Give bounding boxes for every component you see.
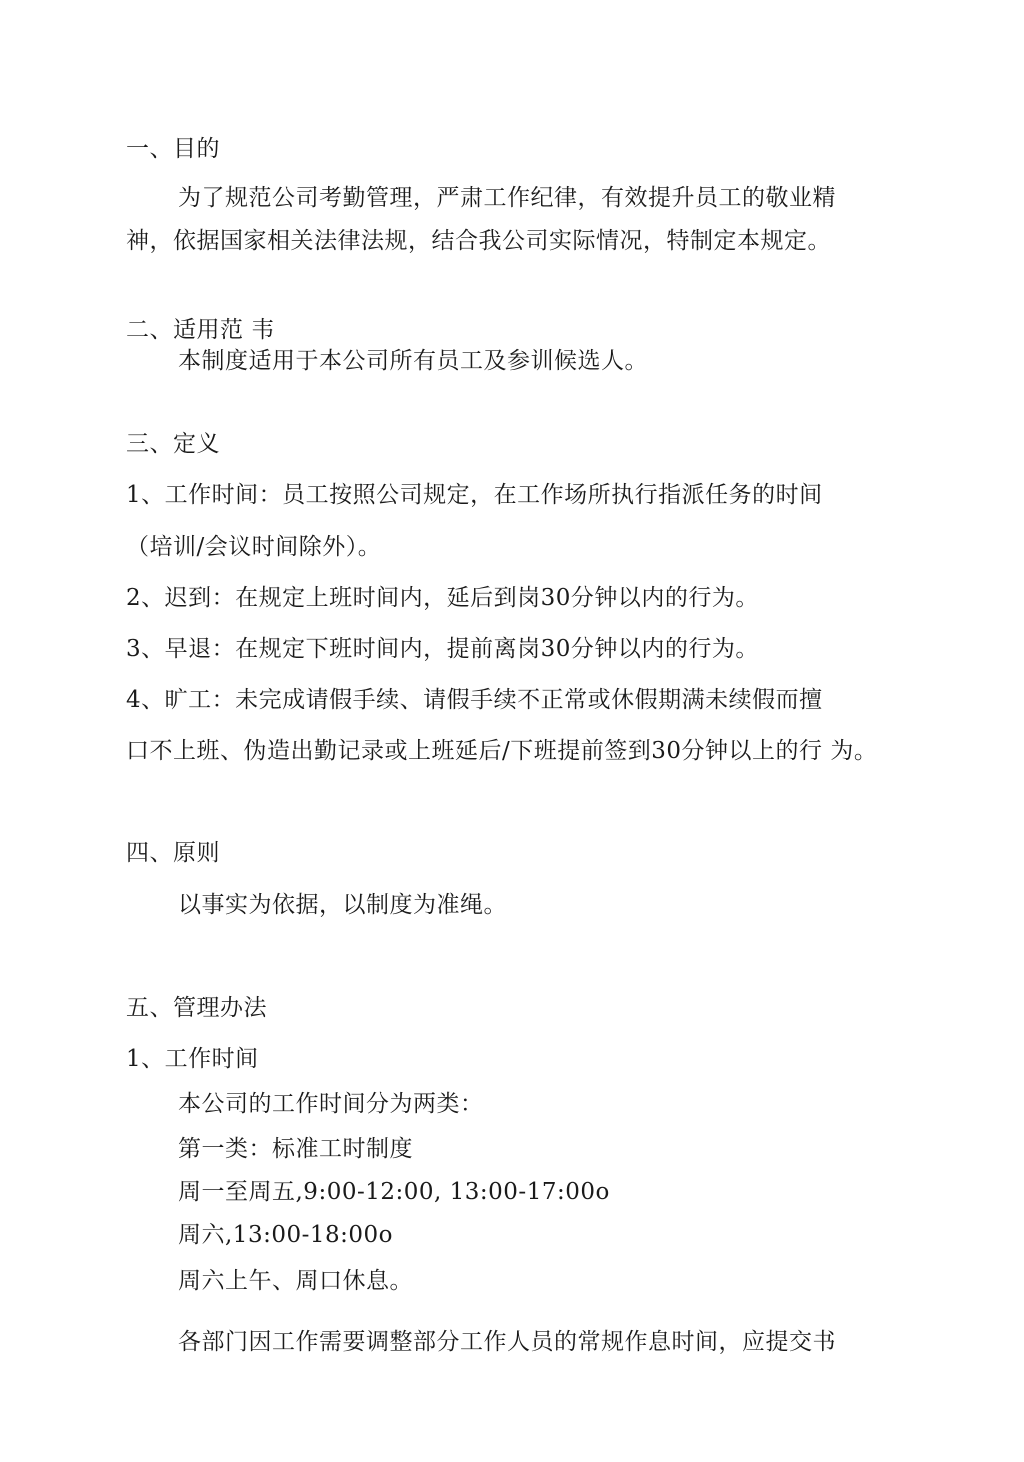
definition-item-4-line-2: 口不上班、伪造出勤记录或上班延后/下班提前签到30分钟以上的行 为。 bbox=[126, 738, 878, 764]
definition-item-1-line-2: （培训/会议时间除外）。 bbox=[126, 534, 382, 560]
definition-item-1-line-1: 1、工作时间：员工按照公司规定，在工作场所执行指派任务的时间 bbox=[126, 482, 823, 508]
section-heading-scope: 二、适用范 韦 bbox=[126, 317, 275, 343]
definition-item-3: 3、早退：在规定下班时间内，提前离岗30分钟以内的行为。 bbox=[126, 636, 759, 662]
purpose-paragraph-line-2: 神，依据国家相关法律法规，结合我公司实际情况，特制定本规定。 bbox=[126, 228, 831, 254]
work-time-saturday-hours: 周六,13:00-18:00o bbox=[178, 1222, 393, 1248]
section-heading-definitions: 三、定义 bbox=[126, 431, 220, 457]
scope-paragraph: 本制度适用于本公司所有员工及参训候选人。 bbox=[178, 348, 648, 374]
definition-item-4-line-1: 4、旷工：未完成请假手续、请假手续不正常或休假期满未续假而擅 bbox=[126, 687, 823, 713]
work-time-intro: 本公司的工作时间分为两类： bbox=[178, 1091, 484, 1117]
work-time-rest-days: 周六上午、周口休息。 bbox=[178, 1268, 413, 1294]
work-time-weekday-hours: 周一至周五,9:00-12:00, 13:00-17:00o bbox=[178, 1179, 610, 1205]
section-heading-purpose: 一、目的 bbox=[126, 136, 220, 162]
management-subheading-work-time: 1、工作时间 bbox=[126, 1046, 259, 1072]
work-time-category-1: 第一类：标准工时制度 bbox=[178, 1136, 413, 1162]
definition-item-2: 2、迟到：在规定上班时间内，延后到岗30分钟以内的行为。 bbox=[126, 585, 759, 611]
section-heading-principles: 四、原则 bbox=[126, 840, 220, 866]
section-heading-management: 五、管理办法 bbox=[126, 995, 267, 1021]
principles-paragraph: 以事实为依据，以制度为准绳。 bbox=[178, 892, 507, 918]
purpose-paragraph-line-1: 为了规范公司考勤管理，严肃工作纪律，有效提升员工的敬业精 bbox=[178, 185, 836, 211]
work-time-adjustment-note: 各部门因工作需要调整部分工作人员的常规作息时间，应提交书 bbox=[178, 1329, 836, 1355]
